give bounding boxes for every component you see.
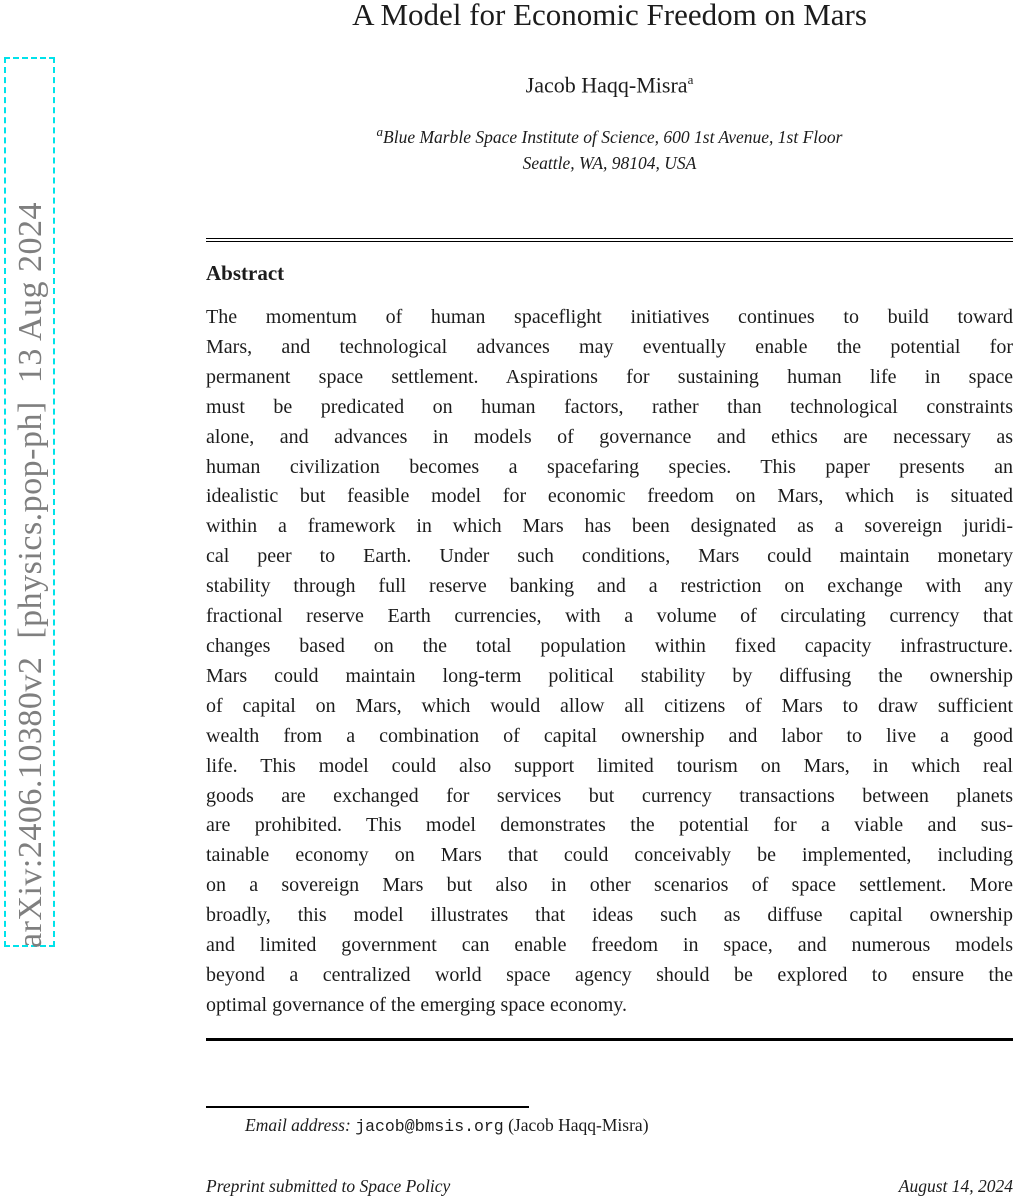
abstract-line: must be predicated on human factors, rather than technological constraints	[206, 395, 1013, 418]
author-line	[206, 72, 1013, 98]
abstract-line: goods are exchanged for services but currency transactions between planets	[206, 784, 1013, 807]
abstract-line: alone, and advances in models of governance and ethics are necessary as	[206, 425, 1013, 448]
footer-right: August 14, 2024	[898, 1176, 1013, 1196]
abstract-body	[206, 303, 1013, 1021]
abstract-line: are prohibited. This model demonstrates the potential for a viable and sus-	[206, 814, 1013, 837]
abstract-line: The momentum of human spaceflight initiatives continues to build toward	[206, 306, 1013, 328]
affiliation-text: Blue Marble Space Institute of Science, 600 1st Avenue, 1st Floor	[383, 126, 843, 147]
email-address: jacob@bmsis.org	[355, 1117, 504, 1136]
affiliation-line-2: Seattle, WA, 98104, USA	[522, 152, 697, 173]
abstract-line: stability through full reserve banking and a restriction on exchange with any	[206, 575, 1013, 598]
author-affiliation-mark: a	[687, 72, 694, 87]
abstract-heading: Abstract	[206, 261, 285, 285]
abstract-line: tainable economy on Mars that could conceivably be implemented, including	[206, 844, 1013, 867]
abstract-line: changes based on the total population within fixed capacity infrastructure.	[206, 634, 1013, 657]
abstract-bottom-rule	[206, 1038, 1013, 1041]
affiliation-mark: a	[376, 124, 384, 139]
affiliation-line-1	[206, 119, 1013, 150]
abstract-line: wealth from a combination of capital ownership and labor to live a good	[206, 724, 1013, 747]
abstract-line: life. This model could also support limited tourism on Mars, in which real	[206, 754, 1013, 777]
abstract-line: idealistic but feasible model for economic freedom on Mars, which is situated	[206, 485, 1013, 508]
email-name-suffix: (Jacob Haqq-Misra)	[508, 1115, 649, 1135]
paper-title: A Model for Economic Freedom on Mars	[352, 0, 867, 32]
affiliation-block	[206, 119, 1013, 176]
abstract-line: broadly, this model illustrates that ideas such as diffuse capital ownership	[206, 904, 1013, 927]
top-rule	[206, 238, 1013, 242]
arxiv-watermark-text: arXiv:2406.10380v2 [physics.pop-ph] 13 Aug 2024	[12, 201, 49, 948]
abstract-line: fractional reserve Earth currencies, with a volume of circulating currency that	[206, 605, 1013, 628]
email-label: Email address:	[245, 1115, 351, 1135]
abstract-line: on a sovereign Mars but also in other scenarios of space settlement. More	[206, 874, 1013, 897]
abstract-line: within a framework in which Mars has been designated as a sovereign juridi-	[206, 515, 1013, 538]
abstract-line: of capital on Mars, which would allow all citizens of Mars to draw sufficient	[206, 694, 1013, 717]
footer-left: Preprint submitted to Space Policy	[206, 1176, 451, 1196]
abstract-line: human civilization becomes a spacefaring species. This paper presents an	[206, 455, 1013, 478]
footnote-rule	[206, 1106, 529, 1108]
footer-line	[206, 1176, 1013, 1197]
abstract-line: and limited government can enable freedom in space, and numerous models	[206, 934, 1013, 957]
author-name: Jacob Haqq-Misra	[525, 72, 688, 98]
email-footnote	[245, 1115, 649, 1136]
abstract-line: beyond a centralized world space agency should be explored to ensure the	[206, 963, 1013, 986]
abstract-line: optimal governance of the emerging space economy.	[206, 993, 627, 1016]
content-column	[206, 0, 1013, 1200]
abstract-line: Mars could maintain long-term political stability by diffusing the ownership	[206, 664, 1013, 687]
abstract-line: cal peer to Earth. Under such conditions, Mars could maintain monetary	[206, 545, 1013, 568]
abstract-line: permanent space settlement. Aspirations for sustaining human life in space	[206, 365, 1013, 388]
abstract-line: Mars, and technological advances may eventually enable the potential for	[206, 335, 1013, 358]
